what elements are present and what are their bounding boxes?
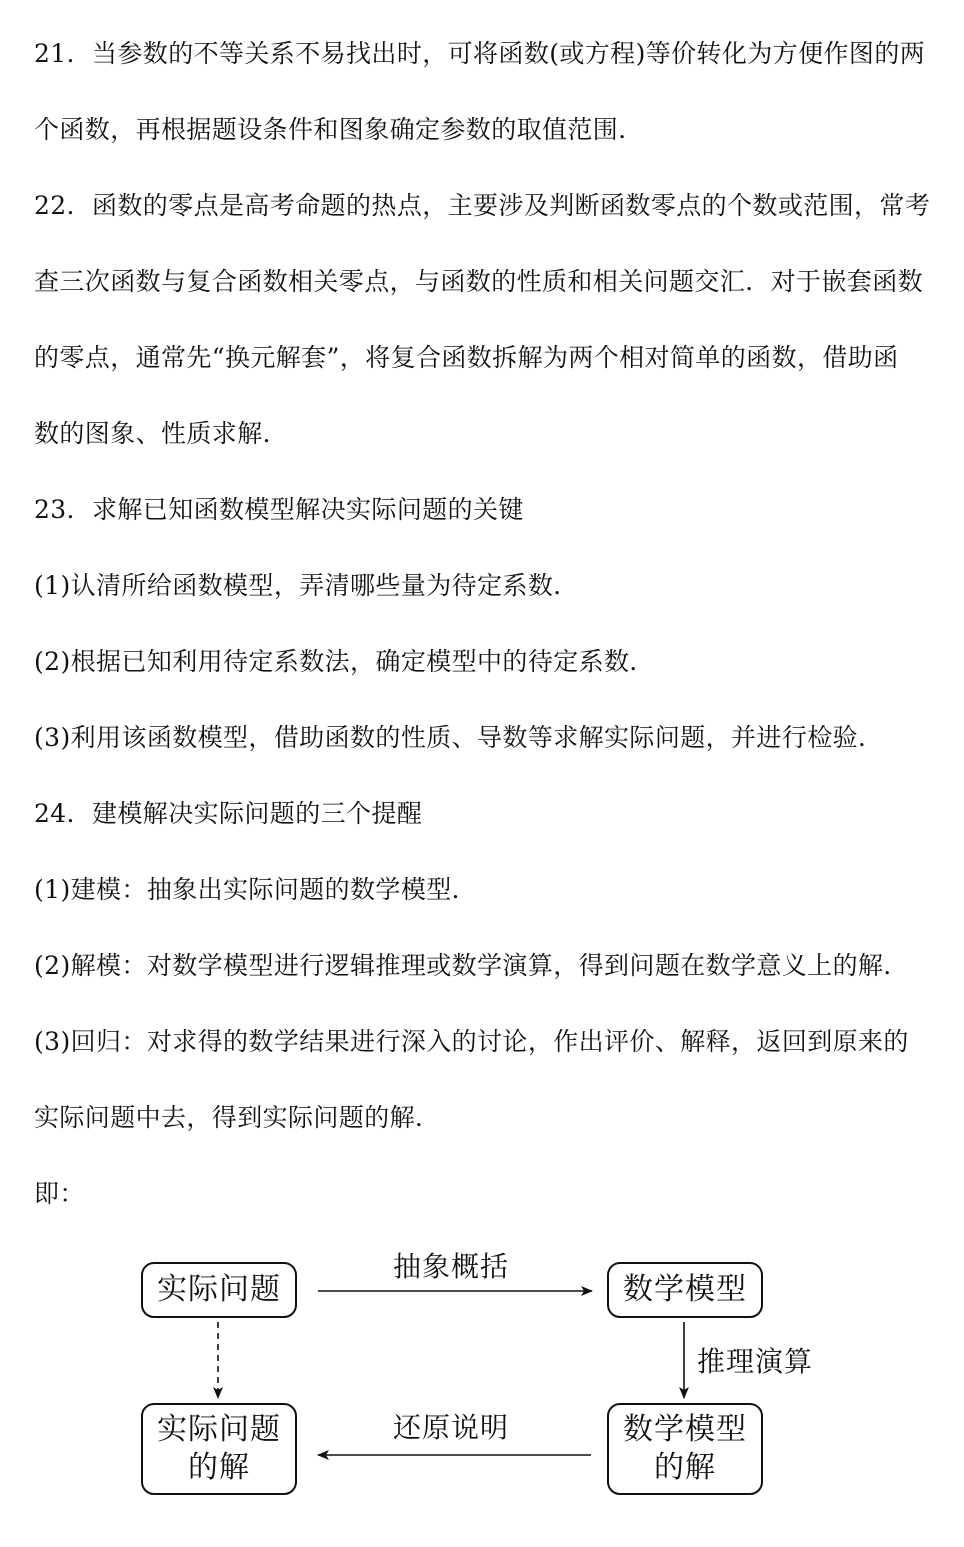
label-reason: 推理演算 [697,1345,814,1378]
p22-line-4: 数的图象、性质求解． [34,419,289,448]
p22-line-2: 查三次函数与复合函数相关零点，与函数的性质和相关问题交汇．对于嵌套函数 [34,267,924,296]
label-abstract: 抽象概括 [393,1250,510,1283]
box-math-model-text: 数学模型 [623,1272,747,1307]
p23-title: 23．求解已知函数模型解决实际问题的关键 [34,495,524,524]
p23-item-2: (2)根据已知利用待定系数法，确定模型中的待定系数． [34,647,655,676]
p24-item-3-cont: 实际问题中去，得到实际问题的解． [34,1103,441,1132]
box-math-model [607,1262,763,1318]
box-real-solution [141,1403,297,1495]
label-restore: 还原说明 [393,1411,510,1444]
box-math-solution-line-2: 的解 [654,1450,716,1485]
box-math-solution [607,1403,763,1495]
p24-title: 24．建模解决实际问题的三个提醒 [34,799,423,828]
ji-label: 即： [34,1179,85,1208]
box-real-solution-line-2: 的解 [188,1450,250,1485]
box-real-problem [141,1262,297,1318]
p21-line-2: 个函数，再根据题设条件和图象确定参数的取值范围． [34,115,644,144]
box-real-solution-line-1: 实际问题 [157,1412,281,1447]
p24-item-3: (3)回归：对求得的数学结果进行深入的讨论，作出评价、解释，返回到原来的 [34,1027,909,1056]
p22-line-3: 的零点，通常先“换元解套”，将复合函数拆解为两个相对简单的函数，借助函 [34,343,899,372]
box-real-problem-text: 实际问题 [157,1272,281,1307]
box-math-solution-line-1: 数学模型 [623,1412,747,1447]
p24-item-1: (1)建模：抽象出实际问题的数学模型． [34,875,478,904]
p23-item-3: (3)利用该函数模型，借助函数的性质、导数等求解实际问题，并进行检验． [34,723,884,752]
p22-line-1: 22．函数的零点是高考命题的热点，主要涉及判断函数零点的个数或范围，常考 [34,191,931,220]
p21-line-1: 21．当参数的不等关系不易找出时，可将函数(或方程)等价转化为方便作图的两 [34,39,926,68]
p24-item-2: (2)解模：对数学模型进行逻辑推理或数学演算，得到问题在数学意义上的解． [34,951,909,980]
p23-item-1: (1)认清所给函数模型，弄清哪些量为待定系数． [34,571,579,600]
